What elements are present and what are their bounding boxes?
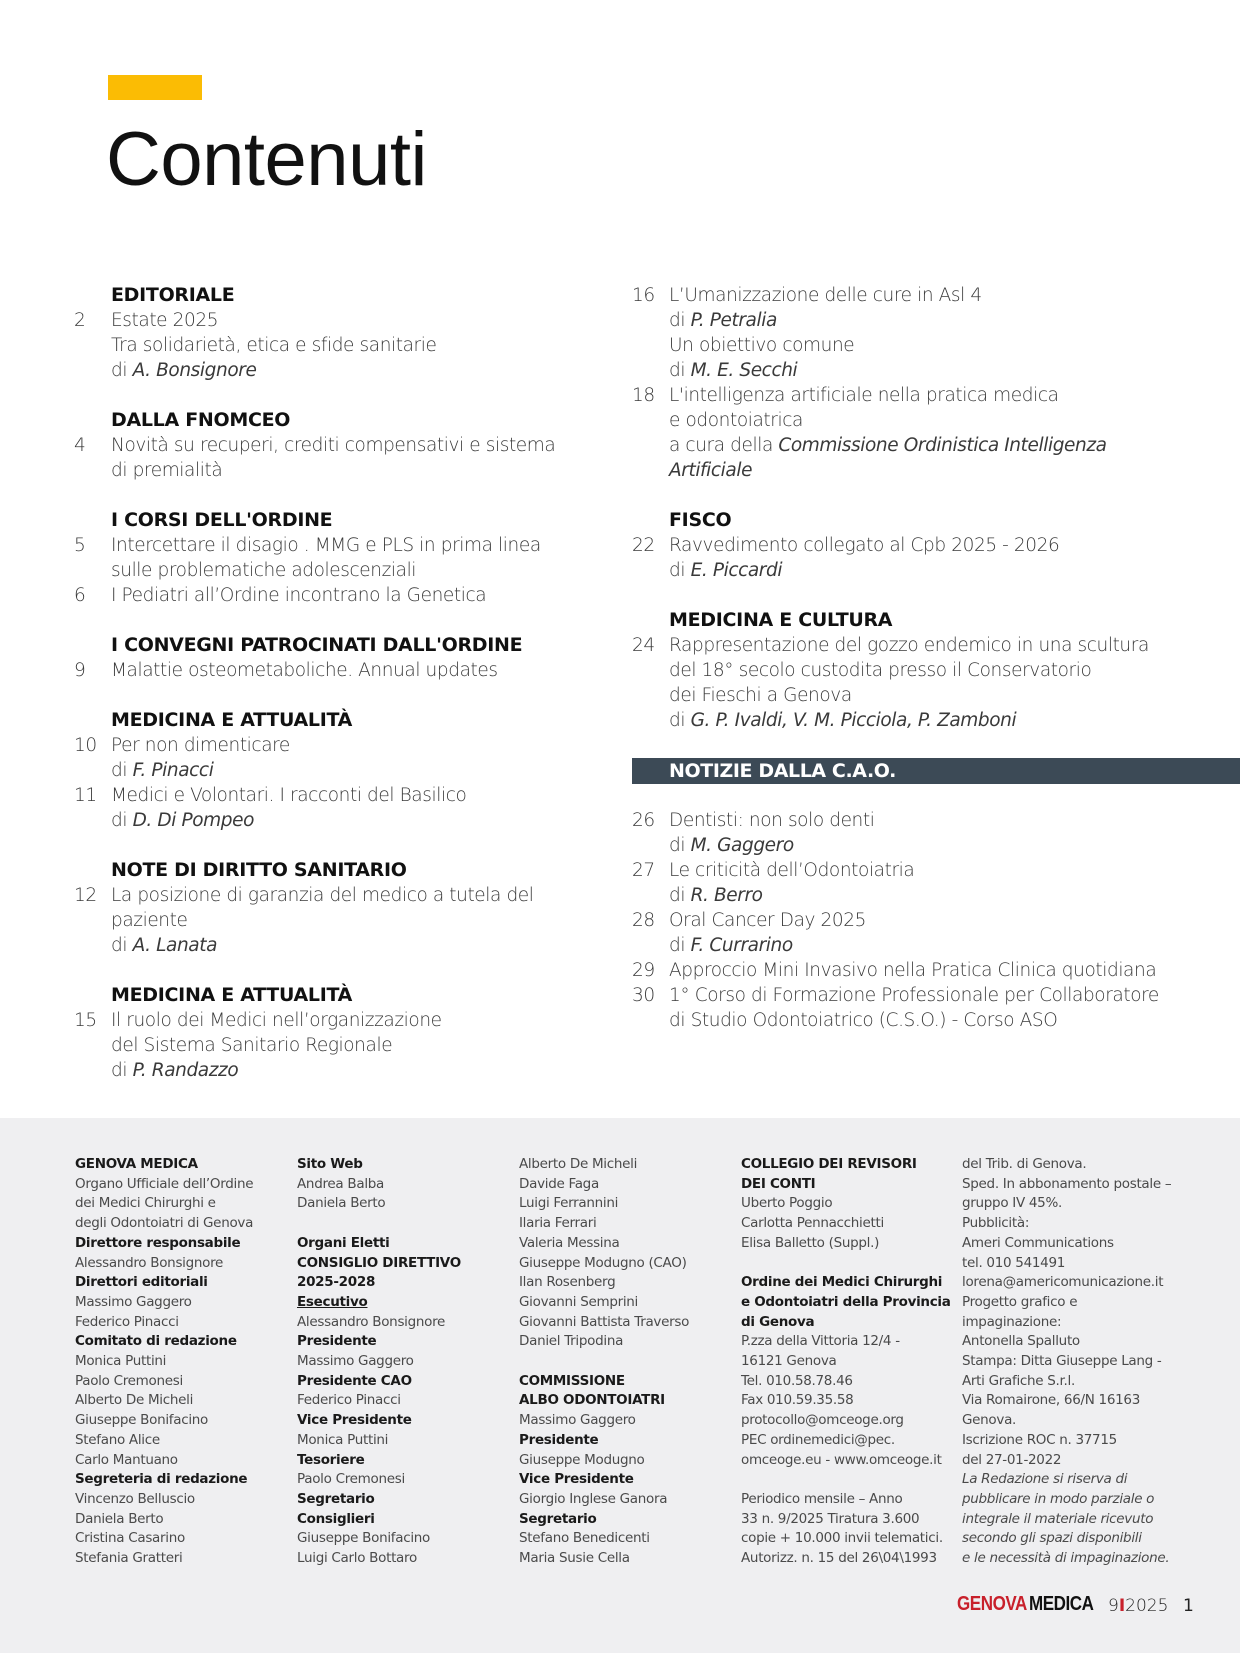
masthead-text: Pubblicità: xyxy=(962,1215,1030,1232)
author-name: F. Currarino xyxy=(690,935,793,956)
masthead-text: tel. 010 541491 xyxy=(962,1254,1066,1271)
masthead-label: Organi Eletti xyxy=(297,1234,390,1251)
author-prefix: di xyxy=(111,1060,128,1081)
masthead-text: Giuseppe Bonifacino xyxy=(75,1412,208,1429)
author-name: G. P. Ivaldi, V. M. Picciola, P. Zamboni xyxy=(690,710,1017,731)
masthead-text: Andrea Balba xyxy=(297,1175,385,1192)
toc-entry-text xyxy=(111,883,614,958)
toc-entry[interactable] xyxy=(632,908,1240,958)
masthead-text: copie + 10.000 invii telematici. xyxy=(741,1530,943,1547)
toc-page-number: 29 xyxy=(632,960,655,981)
masthead-text: Alberto De Micheli xyxy=(519,1156,638,1172)
toc-author-line xyxy=(669,558,1240,583)
masthead-text: Alessandro Bonsignore xyxy=(297,1313,446,1330)
masthead-text: La Redazione si riserva di xyxy=(962,1471,1128,1488)
masthead-text: Giovanni Battista Traverso xyxy=(519,1313,690,1330)
masthead-text: 33 n. 9/2025 Tiratura 3.600 xyxy=(741,1510,920,1527)
masthead-label: Esecutivo xyxy=(297,1293,368,1310)
toc-page-number: 26 xyxy=(632,810,655,831)
toc-author-line xyxy=(669,308,1240,333)
masthead-label: Segretario xyxy=(297,1490,375,1507)
author-name: P. Randazzo xyxy=(132,1060,239,1081)
masthead-text: Genova. xyxy=(962,1412,1017,1429)
masthead-text: secondo gli spazi disponibili xyxy=(962,1530,1142,1547)
toc-entry[interactable] xyxy=(74,658,614,683)
toc-entry-text xyxy=(111,583,614,608)
masthead-text: e le necessità di impaginazione. xyxy=(962,1550,1170,1567)
toc-page-number: 18 xyxy=(632,385,655,406)
masthead-text: Federico Pinacci xyxy=(297,1392,401,1409)
author-name: R. Berro xyxy=(690,885,763,906)
masthead-label: DEI CONTI xyxy=(741,1175,816,1192)
toc-title-line: Approccio Mini Invasivo nella Pratica Clinica quotidiana xyxy=(669,960,1157,981)
brand-genova: GENOVA xyxy=(957,1593,1027,1615)
masthead-text: Alberto De Micheli xyxy=(75,1392,194,1409)
toc-author-line xyxy=(669,358,1240,383)
toc-title-line: Per non dimenticare xyxy=(111,735,290,756)
toc-entry[interactable] xyxy=(74,733,614,783)
masthead-text: Massimo Gaggero xyxy=(519,1412,636,1429)
author-name: M. Gaggero xyxy=(690,835,794,856)
toc-entry-text xyxy=(111,1008,614,1083)
toc-title-line: Estate 2025 xyxy=(111,310,219,331)
toc-entry-text xyxy=(669,383,1240,483)
brand-logo xyxy=(957,1593,1105,1616)
toc-title-line: Ravvedimento collegato al Cpb 2025 - 2026 xyxy=(669,535,1060,556)
author-name-cont: Artificiale xyxy=(669,460,753,481)
page-title: Contenuti xyxy=(106,117,427,202)
masthead-text: Monica Puttini xyxy=(297,1431,389,1448)
author-prefix: di xyxy=(111,810,128,831)
toc-entry-text xyxy=(669,908,1240,958)
author-name: A. Bonsignore xyxy=(132,360,257,381)
masthead-text: Tel. 010.58.78.46 xyxy=(741,1372,853,1389)
masthead-label: Ordine dei Medici Chirurghi xyxy=(741,1274,943,1291)
toc-section-continued xyxy=(632,283,1240,483)
toc-author-line xyxy=(111,1058,614,1083)
author-name: F. Pinacci xyxy=(132,760,214,781)
masthead-text: Paolo Cremonesi xyxy=(297,1471,405,1488)
masthead-column-3 xyxy=(519,1155,734,1569)
masthead-text: Daniela Berto xyxy=(297,1195,386,1212)
masthead-text: Giuseppe Modugno xyxy=(519,1451,645,1468)
toc-entry[interactable] xyxy=(74,433,614,483)
masthead-text: Progetto grafico e xyxy=(962,1293,1078,1310)
toc-section xyxy=(74,408,614,483)
section-heading: DALLA FNOMCEO xyxy=(111,409,291,431)
masthead-text: Arti Grafiche S.r.l. xyxy=(962,1372,1075,1389)
masthead-column-2 xyxy=(297,1155,512,1569)
toc-entry[interactable] xyxy=(632,808,1240,858)
toc-page-number: 28 xyxy=(632,910,655,931)
toc-title-line: sulle problematiche adolescenziali xyxy=(111,560,417,581)
masthead-label: e Odontoiatri della Provincia xyxy=(741,1293,951,1310)
cao-section-entries xyxy=(632,808,1240,1033)
toc-author-line xyxy=(111,808,614,833)
author-name: Commissione Ordinistica Intelligenza xyxy=(778,435,1107,456)
author-prefix: di xyxy=(111,760,128,781)
issue-month: 9 xyxy=(1108,1596,1119,1616)
masthead-text: Carlo Mantuano xyxy=(75,1451,178,1468)
author-name: E. Piccardi xyxy=(690,560,783,581)
masthead-text: 16121 Genova xyxy=(741,1353,837,1370)
toc-title-line: Tra solidarietà, etica e sfide sanitarie xyxy=(111,335,437,356)
toc-entry[interactable] xyxy=(632,983,1240,1033)
section-heading: MEDICINA E ATTUALITÀ xyxy=(111,984,353,1006)
toc-entry[interactable] xyxy=(632,283,1240,333)
masthead-label: Presidente xyxy=(297,1333,377,1350)
masthead-label: Presidente CAO xyxy=(297,1372,412,1389)
toc-entry[interactable] xyxy=(74,783,614,833)
toc-entry[interactable] xyxy=(632,858,1240,908)
cao-section-band xyxy=(632,758,1240,784)
masthead-text: Davide Faga xyxy=(519,1175,599,1192)
toc-author-line xyxy=(669,708,1240,733)
toc-title-line: del Sistema Sanitario Regionale xyxy=(111,1035,393,1056)
author-name: D. Di Pompeo xyxy=(132,810,254,831)
masthead-text: Fax 010.59.35.58 xyxy=(741,1392,854,1409)
masthead-text: Valeria Messina xyxy=(519,1234,620,1251)
toc-entry-text xyxy=(669,533,1240,583)
author-prefix: di xyxy=(669,560,686,581)
toc-entry-text xyxy=(669,283,1240,333)
author-name: P. Petralia xyxy=(690,310,777,331)
issue-year: 2025 xyxy=(1125,1596,1169,1616)
toc-section xyxy=(632,508,1240,583)
masthead-text: Luigi Carlo Bottaro xyxy=(297,1550,417,1567)
toc-entry-text xyxy=(111,783,614,833)
toc-title-line: Medici e Volontari. I racconti del Basilico xyxy=(111,785,467,806)
toc-right-column xyxy=(632,283,1240,1058)
toc-page-number: 6 xyxy=(74,585,86,606)
toc-entry-text xyxy=(669,983,1240,1033)
author-name: M. E. Secchi xyxy=(690,360,798,381)
toc-title-line: La posizione di garanzia del medico a tutela del paziente xyxy=(111,885,534,931)
author-prefix: a cura della xyxy=(669,435,773,456)
masthead-text: del Trib. di Genova. xyxy=(962,1156,1087,1172)
masthead-text: Massimo Gaggero xyxy=(75,1293,192,1310)
masthead-text: gruppo IV 45%. xyxy=(962,1195,1062,1212)
masthead-column-1 xyxy=(75,1155,290,1569)
toc-page-number: 30 xyxy=(632,985,655,1006)
toc-author-line xyxy=(111,933,614,958)
toc-title-line: di premialità xyxy=(111,460,223,481)
masthead-footer xyxy=(0,1118,1240,1653)
toc-entry-text xyxy=(669,858,1240,908)
masthead-label: COMMISSIONE xyxy=(519,1372,625,1389)
toc-entry[interactable] xyxy=(632,633,1240,733)
author-name: A. Lanata xyxy=(132,935,218,956)
toc-entry-text xyxy=(111,733,614,783)
masthead-text: Stampa: Ditta Giuseppe Lang - xyxy=(962,1353,1162,1370)
author-prefix: di xyxy=(111,360,128,381)
toc-entry[interactable] xyxy=(74,533,614,583)
masthead-label: Tesoriere xyxy=(297,1451,365,1468)
toc-title-line: I Pediatri all’Ordine incontrano la Genetica xyxy=(111,585,487,606)
toc-title-line: Dentisti: non solo denti xyxy=(669,810,875,831)
masthead-column-4 xyxy=(741,1155,961,1569)
masthead-text: Ameri Communications xyxy=(962,1234,1114,1251)
masthead-label: Comitato di redazione xyxy=(75,1333,237,1350)
masthead-text: Ilan Rosenberg xyxy=(519,1274,616,1291)
spacer xyxy=(741,1470,961,1490)
accent-bar xyxy=(108,75,202,100)
toc-title-line: Novità su recuperi, crediti compensativi e sistema xyxy=(111,435,556,456)
masthead-text: Daniela Berto xyxy=(75,1510,164,1527)
toc-title-line: del 18° secolo custodita presso il Conservatorio xyxy=(669,660,1092,681)
author-prefix: di xyxy=(669,710,686,731)
toc-entry-text xyxy=(111,433,614,483)
toc-author-line xyxy=(111,358,614,383)
toc-title-line: Malattie osteometaboliche. Annual updates xyxy=(111,660,498,681)
cao-band-label: NOTIZIE DALLA C.A.O. xyxy=(669,760,896,782)
toc-title-line: Le criticità dell’Odontoiatria xyxy=(669,860,915,881)
masthead-label: ALBO ODONTOIATRI xyxy=(519,1392,665,1409)
toc-page-number xyxy=(632,333,669,383)
section-heading: EDITORIALE xyxy=(111,284,235,306)
issue-number xyxy=(1108,1596,1168,1616)
toc-page-number: 5 xyxy=(74,535,86,556)
toc-section xyxy=(74,983,614,1083)
section-heading: FISCO xyxy=(669,509,732,531)
toc-title-line: dei Fieschi a Genova xyxy=(669,685,852,706)
toc-entry[interactable] xyxy=(74,308,614,383)
toc-page-number: 22 xyxy=(632,535,655,556)
masthead-text: Luigi Ferrannini xyxy=(519,1195,619,1212)
masthead-text: Uberto Poggio xyxy=(741,1195,833,1212)
toc-author-line xyxy=(669,833,1240,858)
toc-title-line: Oral Cancer Day 2025 xyxy=(669,910,867,931)
page-number: 1 xyxy=(1183,1596,1194,1616)
masthead-text: PEC ordinemedici@pec. xyxy=(741,1431,895,1448)
masthead-text: pubblicare in modo parziale o xyxy=(962,1490,1155,1507)
toc-title-line: L’Umanizzazione delle cure in Asl 4 xyxy=(669,285,982,306)
masthead-text: lorena@americomunicazione.it xyxy=(962,1274,1164,1291)
toc-entry-text xyxy=(111,658,614,683)
masthead-text: Monica Puttini xyxy=(75,1353,167,1370)
toc-entry[interactable] xyxy=(74,583,614,608)
toc-entry[interactable] xyxy=(632,383,1240,483)
masthead-text: dei Medici Chirurghi e xyxy=(75,1195,216,1212)
toc-entry-text xyxy=(111,533,614,583)
masthead-label: Vice Presidente xyxy=(297,1412,412,1429)
toc-page-number: 24 xyxy=(632,635,655,656)
masthead-label: Vice Presidente xyxy=(519,1471,634,1488)
author-prefix: di xyxy=(669,935,686,956)
toc-title-line: Intercettare il disagio . MMG e PLS in prima linea xyxy=(111,535,541,556)
masthead-text: degli Odontoiatri di Genova xyxy=(75,1215,254,1232)
toc-title-line: di Studio Odontoiatrico (C.S.O.) - Corso ASO xyxy=(669,1010,1058,1031)
masthead-text: Paolo Cremonesi xyxy=(75,1372,183,1389)
masthead-text: Elisa Balletto (Suppl.) xyxy=(741,1234,880,1251)
toc-title-line: 1° Corso di Formazione Professionale per Collaboratore xyxy=(669,985,1159,1006)
toc-entry[interactable] xyxy=(74,883,614,958)
masthead-text: Via Romairone, 66/N 16163 xyxy=(962,1392,1140,1409)
masthead-label: Consiglieri xyxy=(297,1510,375,1527)
toc-title-line: Rappresentazione del gozzo endemico in una scultura xyxy=(669,635,1149,656)
masthead-text: Ilaria Ferrari xyxy=(519,1215,597,1232)
author-prefix: di xyxy=(669,885,686,906)
masthead-text: Iscrizione ROC n. 37715 xyxy=(962,1431,1117,1448)
toc-entry-text xyxy=(669,633,1240,733)
toc-author-line xyxy=(669,883,1240,908)
toc-section xyxy=(74,633,614,683)
masthead-text: Giorgio Inglese Ganora xyxy=(519,1490,668,1507)
masthead-text: omceoge.eu - www.omceoge.it xyxy=(741,1451,942,1468)
toc-title-line: Un obiettivo comune xyxy=(669,335,855,356)
toc-entry-text xyxy=(111,308,614,383)
spacer xyxy=(519,1352,734,1372)
toc-section xyxy=(74,508,614,608)
masthead-text: Massimo Gaggero xyxy=(297,1353,414,1370)
toc-page-number: 27 xyxy=(632,860,655,881)
toc-left-column xyxy=(74,283,614,1108)
toc-title-line: e odontoiatrica xyxy=(669,410,803,431)
toc-page-number: 2 xyxy=(74,310,86,331)
masthead-label: COLLEGIO DEI REVISORI xyxy=(741,1156,917,1172)
toc-section xyxy=(74,858,614,958)
masthead-text: Periodico mensile – Anno xyxy=(741,1490,903,1507)
masthead-text: Sped. In abbonamento postale – xyxy=(962,1175,1172,1192)
spacer xyxy=(741,1254,961,1274)
toc-author-line xyxy=(669,933,1240,958)
masthead-text: Stefano Alice xyxy=(75,1431,160,1448)
masthead-text: Giuseppe Modugno (CAO) xyxy=(519,1254,687,1271)
masthead-text: Antonella Spalluto xyxy=(962,1333,1080,1350)
toc-entry-text xyxy=(669,333,1240,383)
brand-medica: MEDICA xyxy=(1029,1593,1094,1615)
toc-page-number: 4 xyxy=(74,435,86,456)
masthead-label: GENOVA MEDICA xyxy=(75,1156,198,1172)
toc-entry-text xyxy=(669,958,1240,983)
section-heading: MEDICINA E CULTURA xyxy=(669,609,893,631)
toc-page-number: 12 xyxy=(74,885,97,906)
toc-entry[interactable] xyxy=(632,533,1240,583)
masthead-label: Segreteria di redazione xyxy=(75,1471,248,1488)
section-heading: NOTE DI DIRITTO SANITARIO xyxy=(111,859,407,881)
masthead-label: di Genova xyxy=(741,1313,815,1330)
toc-page-number: 10 xyxy=(74,735,97,756)
section-heading: I CORSI DELL'ORDINE xyxy=(111,509,333,531)
toc-page-number: 9 xyxy=(74,660,86,681)
toc-entry[interactable] xyxy=(632,958,1240,983)
masthead-text: Vincenzo Belluscio xyxy=(75,1490,195,1507)
toc-entry-text xyxy=(669,808,1240,858)
masthead-label: Direttori editoriali xyxy=(75,1274,208,1291)
author-prefix: di xyxy=(111,935,128,956)
masthead-text: impaginazione: xyxy=(962,1313,1062,1330)
author-prefix: di xyxy=(669,360,686,381)
masthead-label: 2025-2028 xyxy=(297,1274,376,1291)
author-prefix: di xyxy=(669,835,686,856)
masthead-text: integrale il materiale ricevuto xyxy=(962,1510,1154,1527)
toc-section xyxy=(74,708,614,833)
author-prefix: di xyxy=(669,310,686,331)
toc-section xyxy=(632,608,1240,733)
masthead-text: Giuseppe Bonifacino xyxy=(297,1530,430,1547)
toc-page-number: 16 xyxy=(632,285,655,306)
toc-title-line: Il ruolo dei Medici nell’organizzazione xyxy=(111,1010,442,1031)
masthead-label: CONSIGLIO DIRETTIVO xyxy=(297,1254,461,1271)
masthead-text: Daniel Tripodina xyxy=(519,1333,624,1350)
masthead-text: Stefano Benedicenti xyxy=(519,1530,650,1547)
masthead-text: P.zza della Vittoria 12/4 - xyxy=(741,1333,900,1350)
masthead-text: Carlotta Pennacchietti xyxy=(741,1215,884,1232)
spacer xyxy=(297,1214,512,1234)
masthead-text: del 27-01-2022 xyxy=(962,1451,1062,1468)
issue-separator: I xyxy=(1118,1596,1126,1616)
toc-title-line: L'intelligenza artificiale nella pratica medica xyxy=(669,385,1059,406)
masthead-text: Cristina Casarino xyxy=(75,1530,185,1547)
toc-section xyxy=(74,283,614,383)
section-heading: I CONVEGNI PATROCINATI DALL'ORDINE xyxy=(111,634,523,656)
section-heading: MEDICINA E ATTUALITÀ xyxy=(111,709,353,731)
masthead-text: protocollo@omceoge.org xyxy=(741,1412,904,1429)
masthead-text: Maria Susie Cella xyxy=(519,1550,630,1567)
masthead-label: Presidente xyxy=(519,1431,599,1448)
masthead-text: Giovanni Semprini xyxy=(519,1293,638,1310)
masthead-text: Federico Pinacci xyxy=(75,1313,179,1330)
toc-author-line xyxy=(111,758,614,783)
masthead-column-5 xyxy=(962,1155,1202,1569)
masthead-text: Autorizz. n. 15 del 26\04\1993 xyxy=(741,1550,937,1567)
masthead-label: Direttore responsabile xyxy=(75,1234,241,1251)
masthead-text: Organo Ufficiale dell’Ordine xyxy=(75,1175,254,1192)
toc-entry[interactable] xyxy=(74,1008,614,1083)
masthead-text: Stefania Gratteri xyxy=(75,1550,183,1567)
toc-page-number: 15 xyxy=(74,1010,97,1031)
toc-entry[interactable] xyxy=(632,333,1240,383)
toc-author-line xyxy=(669,433,1240,458)
toc-page-number: 11 xyxy=(74,785,97,806)
masthead-text: Alessandro Bonsignore xyxy=(75,1254,224,1271)
masthead-label: Segretario xyxy=(519,1510,597,1527)
masthead-label: Sito Web xyxy=(297,1156,363,1172)
